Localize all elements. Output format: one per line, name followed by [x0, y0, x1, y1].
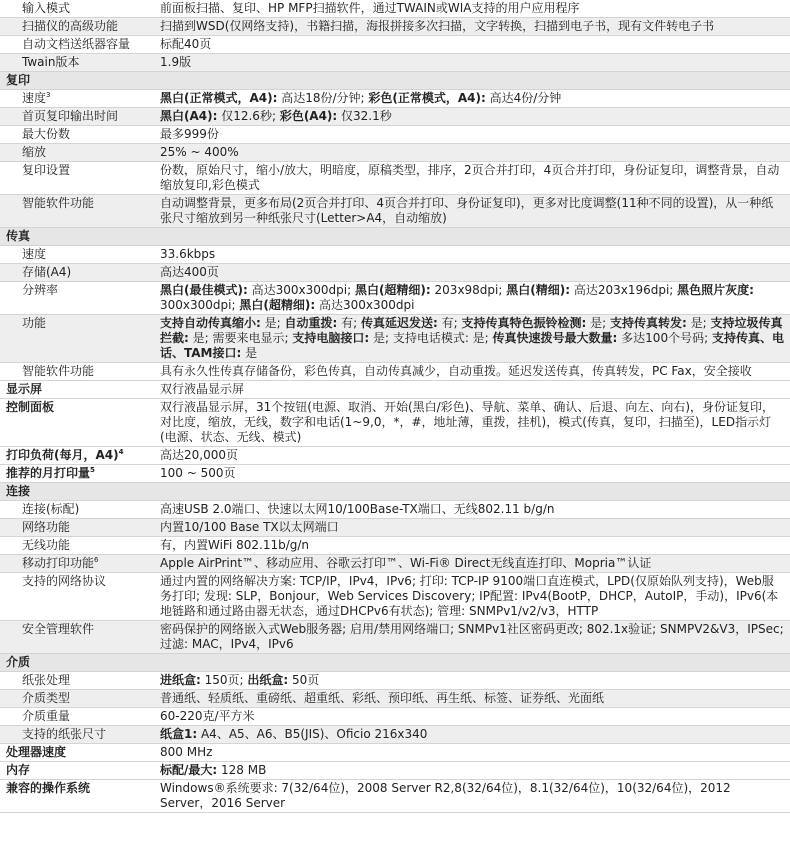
spec-label-text: 复印设置 [22, 163, 71, 177]
spec-value-key: 支持传真、电话、TAM接口: [160, 331, 784, 360]
spec-label [0, 519, 140, 536]
section-header [0, 654, 790, 672]
spec-value-key: 彩色(正常模式，A4): [368, 91, 486, 105]
spec-row [0, 126, 790, 144]
spec-row [0, 672, 790, 690]
spec-value-key: 支持电脑接口: [292, 331, 370, 345]
spec-value [140, 708, 790, 725]
spec-value-text: 通过内置的网络解决方案: TCP/IP，IPv4，IPv6; 打印: TCP-IP 9100端口直连模式，LPD(仅原始队列支持)，Web服务打印; 发现: SLP，Bonjour，Web Services Discovery; IP配置: IPv4(BootP，DHCP，AutoIP，手动)，IPv6(本地链路和通过路由器无状态，通过DHCPv6有状态); 管理: SNMPv1/v2/v3，HTTP [160, 574, 779, 618]
spec-row [0, 780, 790, 813]
spec-value-key: 进纸盒: [160, 673, 201, 687]
spec-label [0, 363, 140, 380]
spec-row [0, 54, 790, 72]
spec-value-text: 203x98dpi; [430, 283, 507, 297]
spec-value [140, 621, 790, 653]
spec-label [0, 315, 140, 362]
spec-label [0, 195, 140, 227]
spec-label [0, 36, 140, 53]
spec-value-text: 有; [337, 316, 361, 330]
spec-label-text: 智能软件功能 [22, 364, 95, 378]
spec-value [140, 36, 790, 53]
spec-value-text: 1.9版 [160, 55, 192, 69]
spec-label-text: 分辨率 [22, 283, 59, 297]
spec-label-text: 功能 [22, 316, 47, 330]
spec-value-text: 是; [686, 316, 711, 330]
spec-row [0, 447, 790, 465]
spec-value-key: 支持垃圾传真拦截: [160, 316, 783, 345]
spec-value [140, 0, 790, 17]
footnote-marker: 5 [90, 466, 95, 474]
spec-value [140, 465, 790, 482]
spec-value-text: A4、A5、A6、B5(JIS)、Oficio 216x340 [197, 727, 428, 741]
spec-label-text: 自动文档送纸器容量 [22, 37, 131, 51]
footnote-marker: 6 [94, 556, 99, 564]
section-title [0, 228, 140, 245]
spec-value [140, 672, 790, 689]
spec-label [0, 501, 140, 518]
spec-row [0, 0, 790, 18]
spec-value [140, 780, 790, 812]
spec-label-text: 扫描仪的高级功能 [22, 19, 119, 33]
spec-label [0, 744, 140, 761]
spec-row [0, 399, 790, 447]
spec-label-text: 存储(A4) [22, 265, 72, 279]
spec-label [0, 726, 140, 743]
spec-value-text: Windows®系统要求: 7(32/64位)，2008 Server R2,8(32/64位)，8.1(32/64位)，10(32/64位)，2012 Server，2016 Server [160, 781, 731, 810]
spec-row [0, 744, 790, 762]
spec-row [0, 108, 790, 126]
spec-label [0, 18, 140, 35]
spec-value [140, 144, 790, 161]
spec-value-text: 60-220克/平方米 [160, 709, 255, 723]
spec-label-text: 速度 [22, 247, 47, 261]
spec-label [0, 54, 140, 71]
spec-label-text: 复印 [6, 73, 31, 87]
spec-value [140, 246, 790, 263]
spec-value-text: 高达20,000页 [160, 448, 238, 462]
spec-value-key: 支持传真转发: [610, 316, 687, 330]
section-header [0, 483, 790, 501]
spec-row [0, 708, 790, 726]
spec-value-text: 自动调整背景，更多布局(2页合并打印、4页合并打印、身份证复印)，更多对比度调整(11种不同的设置)，从一种纸张尺寸缩放到另一种纸张尺寸(Letter>A4，自动缩放) [160, 196, 774, 225]
spec-label [0, 447, 140, 464]
spec-value-text: 300x300dpi; [160, 298, 240, 312]
spec-row [0, 465, 790, 483]
spec-label [0, 672, 140, 689]
spec-label-text: 内存 [6, 763, 31, 777]
spec-label-text: 打印负荷(每月，A4) [6, 448, 119, 462]
spec-label-text: 速度 [22, 91, 47, 105]
section-header [0, 72, 790, 90]
spec-label [0, 399, 140, 446]
spec-label-text: 显示屏 [6, 382, 43, 396]
spec-label-text: 无线功能 [22, 538, 71, 552]
section-title [0, 72, 140, 89]
spec-label [0, 555, 140, 572]
spec-value-text: 份数，原始尺寸，缩小/放大，明暗度，原稿类型，排序，2页合并打印，4页合并打印，身份证复印，调整背景，自动缩放复印,彩色模式 [160, 163, 780, 192]
spec-value-text: 有; [437, 316, 462, 330]
spec-value-text: 高达300x300dpi [315, 298, 415, 312]
spec-value-text: 25% ~ 400% [160, 145, 239, 159]
spec-label [0, 264, 140, 281]
spec-label [0, 780, 140, 812]
spec-value-text: 最多999份 [160, 127, 219, 141]
spec-row [0, 36, 790, 54]
spec-value-text: 多达100个号码; [617, 331, 712, 345]
spec-value-text: 高速USB 2.0端口、快速以太网10/100Base-TX端口、无线802.11 b/g/n [160, 502, 555, 516]
spec-value-text: 标配40页 [160, 37, 212, 51]
spec-value [140, 18, 790, 35]
spec-value [140, 195, 790, 227]
spec-value-text: 是; [260, 316, 285, 330]
spec-row [0, 690, 790, 708]
spec-value-text: 双行液晶显示屏，31个按钮(电源、取消、开始(黑白/彩色)、导航、菜单、确认、后退、向左、向右)，身份证复印，对比度，缩放，无线，数字和电话(1~9,0，*，#，地址薄，重拨，挂机)，模式(传真，复印，扫描至)，LED指示灯(电源、状态、无线、模式) [160, 400, 775, 444]
spec-label-text: 传真 [6, 229, 31, 243]
spec-value-text: 内置10/100 Base TX以太网端口 [160, 520, 339, 534]
spec-label [0, 465, 140, 482]
spec-row [0, 363, 790, 381]
spec-row [0, 381, 790, 399]
section-header [0, 228, 790, 246]
spec-label [0, 162, 140, 194]
spec-value [140, 762, 790, 779]
spec-value-key: 黑白(A4): [160, 109, 218, 123]
spec-value [140, 519, 790, 536]
spec-row [0, 315, 790, 363]
spec-value-key: 出纸盒: [247, 673, 289, 687]
spec-label [0, 690, 140, 707]
spec-row [0, 762, 790, 780]
section-title [0, 483, 140, 500]
spec-row [0, 282, 790, 315]
spec-label-text: 处理器速度 [6, 745, 67, 759]
spec-value [140, 363, 790, 380]
spec-value-key: 黑白(正常模式，A4): [160, 91, 278, 105]
spec-label [0, 621, 140, 653]
spec-row [0, 726, 790, 744]
spec-row [0, 621, 790, 654]
spec-value-key: 彩色(A4): [279, 109, 338, 123]
spec-value-text: 仅12.6秒; [217, 109, 280, 123]
spec-row [0, 501, 790, 519]
spec-label [0, 108, 140, 125]
spec-value [140, 399, 790, 446]
spec-value [140, 90, 790, 107]
spec-value [140, 108, 790, 125]
spec-label [0, 144, 140, 161]
spec-label [0, 126, 140, 143]
spec-value-text: 高达203x196dpi; [570, 283, 678, 297]
spec-row [0, 555, 790, 573]
spec-row [0, 246, 790, 264]
spec-value [140, 264, 790, 281]
spec-value [140, 555, 790, 572]
spec-value [140, 162, 790, 194]
spec-label-text: 连接(标配) [22, 502, 80, 516]
spec-value [140, 54, 790, 71]
spec-label-text: 安全管理软件 [22, 622, 95, 636]
spec-value [140, 573, 790, 620]
spec-value [140, 315, 790, 362]
spec-label-text: 最大份数 [22, 127, 71, 141]
spec-label [0, 0, 140, 17]
spec-value-key: 自动重拨: [284, 316, 338, 330]
spec-value-key: 传真延迟发送: [361, 316, 438, 330]
spec-value-text: 高达18份/分钟; [277, 91, 369, 105]
spec-label [0, 762, 140, 779]
spec-value-key: 标配/最大: [160, 763, 218, 777]
spec-label [0, 537, 140, 554]
footnote-marker: 3 [46, 91, 51, 99]
spec-value-text: 是; 需要来电显示; [188, 331, 293, 345]
spec-value-text: 128 MB [217, 763, 267, 777]
spec-value-key: 黑白(超精细): [239, 298, 316, 312]
spec-row [0, 537, 790, 555]
spec-row [0, 90, 790, 108]
spec-label [0, 246, 140, 263]
spec-value-text: 是; 支持电话模式: 是; [369, 331, 493, 345]
spec-row [0, 264, 790, 282]
spec-label [0, 381, 140, 398]
spec-label [0, 708, 140, 725]
spec-value-text: 是 [241, 346, 258, 360]
spec-label-text: 介质重量 [22, 709, 71, 723]
spec-value-text: 高达4份/分钟 [485, 91, 562, 105]
spec-label-text: 首页复印输出时间 [22, 109, 119, 123]
spec-label-text: Twain版本 [22, 55, 80, 69]
spec-value-key: 黑白(精细): [506, 283, 571, 297]
spec-value [140, 726, 790, 743]
spec-label-text: 纸张处理 [22, 673, 71, 687]
spec-value-text: 50页 [288, 673, 320, 687]
spec-value-key: 支持自动传真缩小: [160, 316, 261, 330]
spec-value-text: 双行液晶显示屏 [160, 382, 245, 396]
spec-label-text: 兼容的操作系统 [6, 781, 91, 795]
spec-value-text: 密码保护的网络嵌入式Web服务器; 启用/禁用网络端口; SNMPv1社区密码更改; 802.1x验证; SNMPV2&V3，IPSec; 过滤: MAC，IPv4，IPv6 [160, 622, 784, 651]
spec-value-text: 前面板扫描、复印、HP MFP扫描软件，通过TWAIN或WIA支持的用户应用程序 [160, 1, 580, 15]
spec-row [0, 162, 790, 195]
spec-value-text: 是; [586, 316, 610, 330]
spec-value-text: 高达300x300dpi; [247, 283, 355, 297]
spec-row [0, 144, 790, 162]
spec-value-text: 33.6kbps [160, 247, 216, 261]
spec-row [0, 573, 790, 621]
spec-label-text: 连接 [6, 484, 31, 498]
spec-value-text: 有，内置WiFi 802.11b/g/n [160, 538, 310, 552]
spec-value-text: Apple AirPrint™、移动应用、谷歌云打印™、Wi-Fi® Direct无线直连打印、Mopria™认证 [160, 556, 652, 570]
spec-value-key: 传真快速拨号最大数量: [492, 331, 618, 345]
spec-label-text: 缩放 [22, 145, 47, 159]
spec-label-text: 支持的网络协议 [22, 574, 107, 588]
spec-value-text: 高达400页 [160, 265, 219, 279]
spec-value [140, 690, 790, 707]
spec-value [140, 126, 790, 143]
spec-label-text: 网络功能 [22, 520, 71, 534]
spec-label-text: 支持的纸张尺寸 [22, 727, 107, 741]
spec-value [140, 282, 790, 314]
spec-value-text: 150页; [200, 673, 248, 687]
spec-value [140, 501, 790, 518]
spec-value-key: 纸盒1: [160, 727, 198, 741]
spec-row [0, 519, 790, 537]
spec-value [140, 537, 790, 554]
spec-value-key: 黑色照片灰度: [677, 283, 754, 297]
spec-value-key: 黑白(最佳模式): [160, 283, 248, 297]
spec-value-key: 黑白(超精细): [354, 283, 431, 297]
footnote-marker: 4 [118, 448, 124, 456]
spec-value [140, 744, 790, 761]
spec-value-text: 扫描到WSD(仅网络支持)，书籍扫描，海报拼接多次扫描，文字转换，扫描到电子书，现有文件转电子书 [160, 19, 715, 33]
spec-label-text: 介质 [6, 655, 31, 669]
spec-label-text: 智能软件功能 [22, 196, 95, 210]
spec-label [0, 90, 140, 107]
spec-row [0, 195, 790, 228]
spec-row [0, 18, 790, 36]
section-title [0, 654, 140, 671]
spec-value-text: 仅32.1秒 [337, 109, 392, 123]
spec-value-text: 具有永久性传真存储备份，彩色传真，自动传真减少，自动重拨。延迟发送传真，传真转发，PC Fax，安全接收 [160, 364, 752, 378]
spec-label-text: 移动打印功能 [22, 556, 95, 570]
spec-label-text: 推荐的月打印量 [6, 466, 91, 480]
spec-value-text: 800 MHz [160, 745, 213, 759]
spec-label [0, 282, 140, 314]
spec-label-text: 输入模式 [22, 1, 71, 15]
spec-value [140, 447, 790, 464]
spec-value-key: 支持传真特色振铃检测: [461, 316, 587, 330]
spec-label [0, 573, 140, 620]
spec-label-text: 介质类型 [22, 691, 71, 705]
spec-value-text: 100 ~ 500页 [160, 466, 236, 480]
spec-value-text: 普通纸、轻质纸、重磅纸、超重纸、彩纸、预印纸、再生纸、标签、证券纸、光面纸 [160, 691, 605, 705]
spec-value [140, 381, 790, 398]
spec-label-text: 控制面板 [6, 400, 55, 414]
